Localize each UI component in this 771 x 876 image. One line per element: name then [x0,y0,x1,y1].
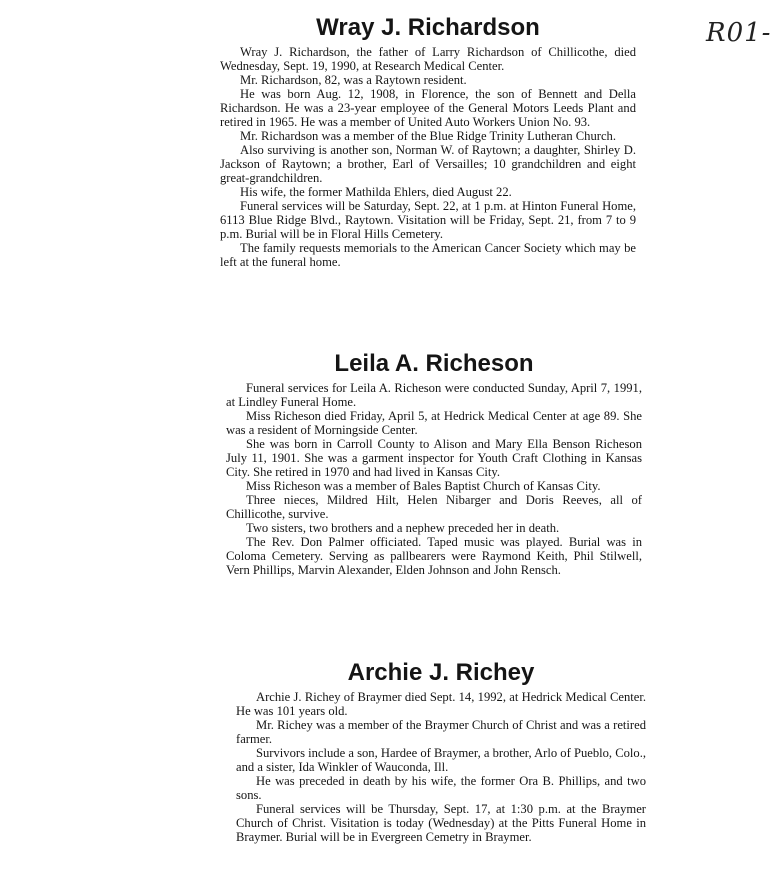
obituary-richardson [220,14,636,269]
obituary-title: Archie J. Richey [347,659,535,686]
obituary-paragraph: The Rev. Don Palmer officiated. Taped music was played. Burial was in Coloma Cemetery. Serving as pallbearers were Raymond Keith, Phil Stilwell, Vern Phillips, Marvin Alexander, Elden Johnson and John Rensch. [226,535,642,577]
handwritten-annotation: R01- [706,18,771,48]
obituary-paragraph: Miss Richeson was a member of Bales Baptist Church of Kansas City. [246,479,601,493]
obituary-paragraph: Archie J. Richey of Braymer died Sept. 14, 1992, at Hedrick Medical Center. He was 101 years old. [236,690,646,718]
obituary-paragraph: Miss Richeson died Friday, April 5, at Hedrick Medical Center at age 89. She was a resident of Morningside Center. [226,409,642,437]
obituary-paragraph: She was born in Carroll County to Alison and Mary Ella Benson Richeson July 11, 1901. She was a garment inspector for Youth Craft Clothing in Kansas City. She retired in 1970 and had lived in Kansas City. [226,437,642,479]
obituary-title: Leila A. Richeson [334,350,534,377]
obituary-paragraph: Mr. Richardson, 82, was a Raytown resident. [240,73,467,87]
obituary-richeson [226,350,642,577]
obituary-paragraph: Three nieces, Mildred Hilt, Helen Nibarger and Doris Reeves, all of Chillicothe, survive. [226,493,642,521]
obituary-paragraph: Funeral services will be Saturday, Sept. 22, at 1 p.m. at Hinton Funeral Home, 6113 Blue Ridge Blvd., Raytown. Visitation will be Friday, Sept. 21, from 7 to 9 p.m. Burial will be in Floral Hills Cemetery. [220,199,636,241]
obituary-paragraph: He was preceded in death by his wife, the former Ora B. Phillips, and two sons. [236,774,646,802]
obituary-paragraph: Funeral services will be Thursday, Sept. 17, at 1:30 p.m. at the Braymer Church of Christ. Visitation is today (Wednesday) at the Pitts Funeral Home in Braymer. Burial will be in Evergreen Cemetry in Braymer. [236,802,646,844]
obituary-paragraph: Mr. Richey was a member of the Braymer Church of Christ and was a retired farmer. [236,718,646,746]
obituary-paragraph: Two sisters, two brothers and a nephew preceded her in death. [246,521,560,535]
obituary-paragraph: The family requests memorials to the American Cancer Society which may be left at the funeral home. [220,241,636,269]
obituary-paragraph: Funeral services for Leila A. Richeson were conducted Sunday, April 7, 1991, at Lindley Funeral Home. [226,381,642,409]
obituary-paragraph: Mr. Richardson was a member of the Blue Ridge Trinity Lutheran Church. [240,129,617,143]
obituary-paragraph: Survivors include a son, Hardee of Braymer, a brother, Arlo of Pueblo, Colo., and a sister, Ida Winkler of Wauconda, Ill. [236,746,647,774]
obituary-richey [236,659,646,844]
obituary-paragraph: He was born Aug. 12, 1908, in Florence, the son of Bennett and Della Richardson. He was a 23-year employee of the General Motors Leeds Plant and retired in 1965. He was a member of United Auto Workers Union No. 93. [220,87,636,129]
obituary-paragraph: His wife, the former Mathilda Ehlers, died August 22. [240,185,512,199]
obituary-paragraph: Also surviving is another son, Norman W. of Raytown; a daughter, Shirley D. Jackson of Raytown; a brother, Earl of Versailles; 10 grandchildren and eight great-grandchildren. [220,143,636,185]
obituary-title: Wray J. Richardson [316,14,540,41]
obituary-paragraph: Wray J. Richardson, the father of Larry Richardson of Chillicothe, died Wednesday, Sept. 19, 1990, at Research Medical Center. [220,45,636,73]
